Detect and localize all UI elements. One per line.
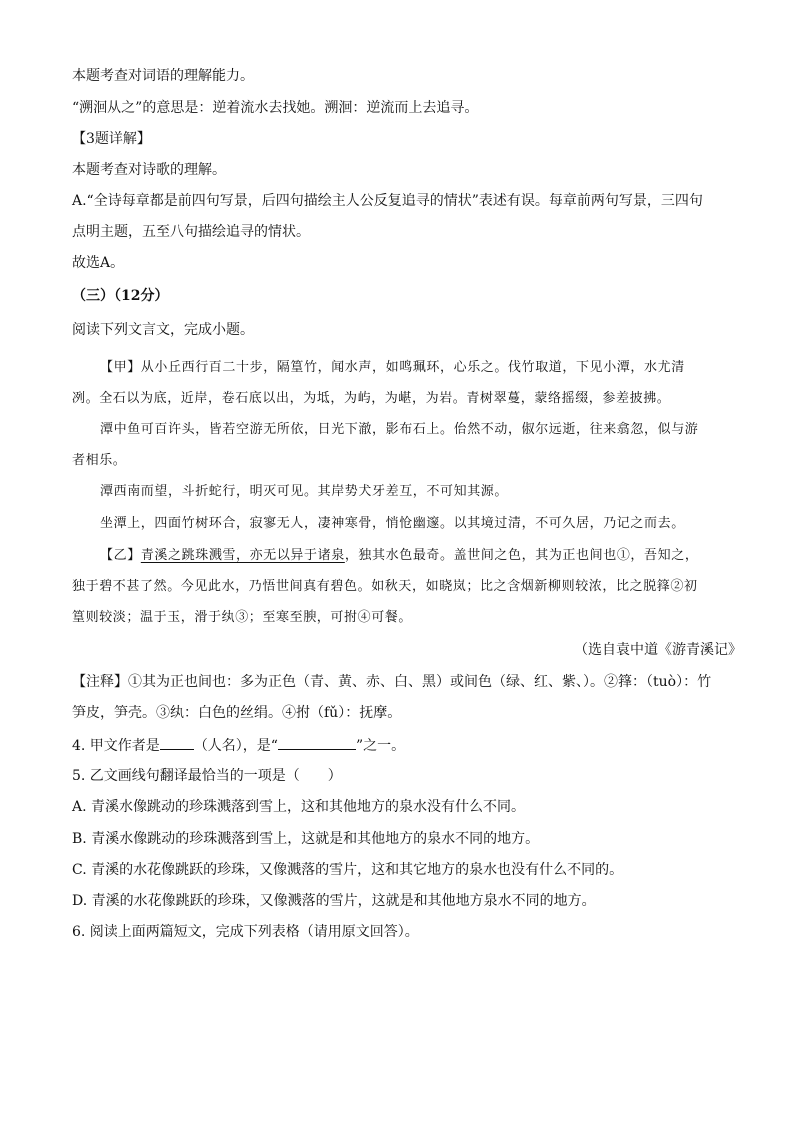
option-a: A. 青溪水像跳动的珍珠溅落到雪上，这和其他地方的泉水没有什么不同。 <box>72 799 526 815</box>
option-d: D. 青溪的水花像跳跃的珍珠，又像溅落的雪片，这就是和其他地方泉水不同的地方。 <box>72 893 596 909</box>
analysis-line: 点明主题，五至八句描绘追寻的情状。 <box>72 224 310 240</box>
answer-blank[interactable] <box>278 735 356 750</box>
passage-a-line: 【甲】从小丘西行百二十步，隔篁竹，闻水声，如鸣珮环，心乐之。伐竹取道，下见小潭，水尤清 <box>100 360 685 375</box>
notes-line: 笋皮，笋壳。③纨：白色的丝绢。④拊（fǔ）：抚摩。 <box>72 705 402 721</box>
passage-b-line: 篁则较淡；温于玉，滑于纨③；至寒至腴，可拊④可餐。 <box>72 610 413 625</box>
instruction: 阅读下列文言文，完成小题。 <box>72 322 254 338</box>
answer-blank[interactable] <box>160 735 194 750</box>
notes-line: 【注释】①其为正也间也：多为正色（青、黄、赤、白、黑）或间色（绿、红、紫、）。②箨：（tuò）：竹 <box>72 674 712 690</box>
passage-a-line: 者相乐。 <box>72 453 127 468</box>
answer-line: 故选A。 <box>72 255 125 271</box>
question-4: 4. 甲文作者是 （人名），是“ ”之一。 <box>72 735 405 756</box>
analysis-line: “溯洄从之”的意思是：逆着流水去找她。溯洄：逆流而上去追寻。 <box>72 100 479 116</box>
passage-a-line: 潭中鱼可百许头，皆若空游无所依，日光下澈，影布石上。佁然不动，俶尔远逝，往来翕忽，似与游 <box>100 422 699 437</box>
question-5: 5. 乙文画线句翻译最恰当的一项是（ ） <box>72 768 342 784</box>
detail-heading: 【3题详解】 <box>72 131 151 147</box>
passage-a-line: 坐潭上，四面竹树环合，寂寥无人，凄神寒骨，悄怆幽邃。以其境过清，不可久居，乃记之而去。 <box>100 516 685 531</box>
option-c: C. 青溪的水花像跳跃的珍珠，又像溅落的雪片，这和其它地方的泉水也没有什么不同的。 <box>72 862 624 878</box>
analysis-line: A.“全诗每章都是前四句写景，后四句描绘主人公反复追寻的情状”表述有误。每章前两句写景，三四句 <box>72 193 703 209</box>
passage-b-line: 独于碧不甚了然。今见此水，乃悟世间真有碧色。如秋天，如晓岚；比之含烟新柳则较浓，比之脱箨②初 <box>72 579 698 594</box>
source-citation: （选自袁中道《游青溪记》 <box>574 642 742 658</box>
option-b: B. 青溪水像跳动的珍珠溅落到雪上，这就是和其他地方的泉水不同的地方。 <box>72 831 540 847</box>
passage-b-label: 【乙】 <box>100 548 141 563</box>
question-6: 6. 阅读上面两篇短文，完成下列表格（请用原文回答）。 <box>72 924 419 940</box>
analysis-line: 本题考查对诗歌的理解。 <box>72 162 226 178</box>
analysis-line: 本题考查对词语的理解能力。 <box>72 68 254 84</box>
underlined-sentence: 青溪之跳珠溅雪，亦无以异于诸泉 <box>140 548 345 563</box>
passage-a-line: 潭西南而望，斗折蛇行，明灭可见。其岸势犬牙差互，不可知其源。 <box>100 484 509 499</box>
passage-a-line: 冽。全石以为底，近岸，卷石底以出，为坻，为屿，为嵁，为岩。青树翠蔓，蒙络摇缀，参差披拂。 <box>72 391 671 406</box>
passage-b-text: ，独其水色最奇。盖世间之色，其为正也间也①，吾知之， <box>344 548 699 563</box>
section-heading: （三）（12分） <box>72 288 169 304</box>
passage-b-line <box>100 546 698 566</box>
